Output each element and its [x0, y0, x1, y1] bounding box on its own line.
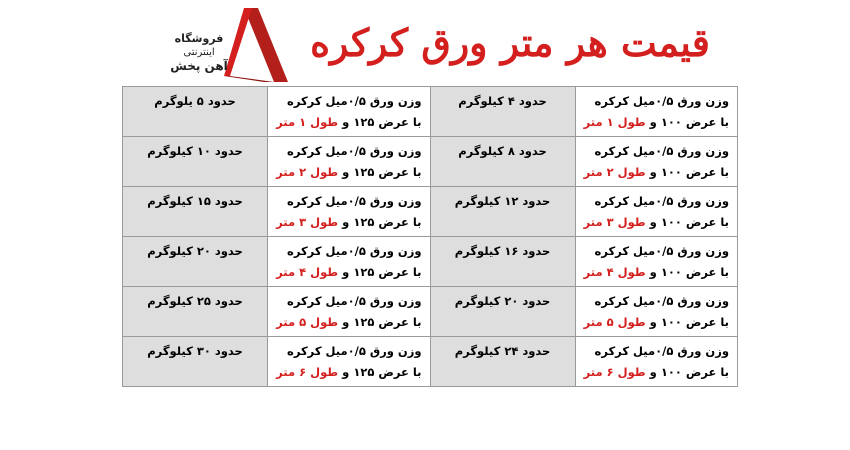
spec-cell [575, 187, 737, 237]
spec-line2 [584, 312, 729, 333]
spec-cell [268, 137, 430, 187]
logo-line2: اینترنتی [183, 47, 215, 58]
spec-line1: وزن ورق ۰/۵میل کرکره [594, 294, 729, 308]
weight-value: حدود ۱۰ کیلوگرم [147, 144, 243, 158]
spec-line2 [276, 362, 421, 383]
spec-line2 [276, 212, 421, 233]
spec-width: با عرض ۱۲۵ و [342, 265, 422, 279]
spec-line1: وزن ورق ۰/۵میل کرکره [287, 344, 422, 358]
table-row [123, 237, 738, 287]
spec-line1: وزن ورق ۰/۵میل کرکره [287, 294, 422, 308]
table-row [123, 87, 738, 137]
weight-cell [430, 337, 575, 387]
weight-value: حدود ۸ کیلوگرم [458, 144, 547, 158]
table-row [123, 137, 738, 187]
spec-line1: وزن ورق ۰/۵میل کرکره [287, 94, 422, 108]
spec-length: طول ۱ متر [276, 115, 339, 129]
spec-line1: وزن ورق ۰/۵میل کرکره [594, 344, 729, 358]
spec-cell [268, 87, 430, 137]
spec-line2 [584, 262, 729, 283]
spec-length: طول ۶ متر [276, 365, 339, 379]
weight-value: حدود ۲۴ کیلوگرم [454, 344, 551, 358]
spec-cell [575, 137, 737, 187]
spec-line1: وزن ورق ۰/۵میل کرکره [594, 194, 729, 208]
weight-cell [123, 237, 268, 287]
weight-cell [430, 287, 575, 337]
spec-width: با عرض ۱۲۵ و [342, 115, 422, 129]
weight-cell [123, 137, 268, 187]
weight-cell [123, 87, 268, 137]
weight-value: حدود ۱۲ کیلوگرم [454, 194, 551, 208]
table-row [123, 287, 738, 337]
spec-length: طول ۴ متر [583, 265, 646, 279]
spec-line2 [584, 162, 729, 183]
spec-length: طول ۲ متر [583, 165, 646, 179]
spec-cell [575, 237, 737, 287]
weight-value: حدود ۳۰ کیلوگرم [147, 344, 243, 358]
weight-value: حدود ۱۵ کیلوگرم [147, 194, 243, 208]
spec-width: با عرض ۱۰۰ و [649, 215, 729, 229]
weight-cell [123, 337, 268, 387]
page-title: قیمت هر متر ورق کرکره [310, 20, 710, 65]
logo-line3: آهن پخش [170, 59, 228, 73]
logo [168, 6, 290, 84]
spec-cell [268, 237, 430, 287]
spec-width: با عرض ۱۲۵ و [342, 365, 422, 379]
table-row [123, 187, 738, 237]
spec-length: طول ۳ متر [583, 215, 646, 229]
spec-line2 [276, 262, 421, 283]
table-row [123, 337, 738, 387]
spec-cell [575, 87, 737, 137]
spec-width: با عرض ۱۰۰ و [649, 265, 729, 279]
price-table [122, 86, 738, 387]
weight-cell [123, 187, 268, 237]
spec-line2 [276, 162, 421, 183]
logo-line1: فروشگاه [174, 32, 224, 45]
weight-cell [123, 287, 268, 337]
spec-line2 [584, 212, 729, 233]
logo-text [168, 32, 230, 74]
spec-cell [268, 337, 430, 387]
spec-width: با عرض ۱۰۰ و [649, 365, 729, 379]
weight-cell [430, 87, 575, 137]
header [0, 0, 850, 88]
weight-value: حدود ۲۰ کیلوگرم [147, 244, 243, 258]
spec-length: طول ۶ متر [583, 365, 646, 379]
logo-mark-icon [224, 6, 290, 84]
spec-line2 [584, 362, 729, 383]
weight-cell [430, 137, 575, 187]
spec-width: با عرض ۱۲۵ و [342, 315, 422, 329]
spec-length: طول ۳ متر [276, 215, 339, 229]
weight-cell [430, 237, 575, 287]
spec-line1: وزن ورق ۰/۵میل کرکره [287, 194, 422, 208]
spec-line1: وزن ورق ۰/۵میل کرکره [287, 244, 422, 258]
weight-value: حدود ۲۰ کیلوگرم [454, 294, 551, 308]
weight-cell [430, 187, 575, 237]
spec-line2 [276, 112, 421, 133]
weight-value: حدود ۱۶ کیلوگرم [454, 244, 551, 258]
spec-length: طول ۲ متر [276, 165, 339, 179]
weight-value: حدود ۵ یلوگرم [154, 94, 236, 108]
spec-cell [268, 187, 430, 237]
spec-cell [575, 337, 737, 387]
spec-width: با عرض ۱۰۰ و [649, 315, 729, 329]
spec-line2 [584, 112, 729, 133]
spec-width: با عرض ۱۲۵ و [342, 165, 422, 179]
spec-length: طول ۱ متر [583, 115, 646, 129]
spec-width: با عرض ۱۲۵ و [342, 215, 422, 229]
spec-line1: وزن ورق ۰/۵میل کرکره [594, 144, 729, 158]
weight-value: حدود ۲۵ کیلوگرم [147, 294, 243, 308]
spec-length: طول ۴ متر [276, 265, 339, 279]
spec-width: با عرض ۱۰۰ و [649, 165, 729, 179]
spec-line2 [276, 312, 421, 333]
spec-line1: وزن ورق ۰/۵میل کرکره [287, 144, 422, 158]
spec-length: طول ۵ متر [276, 315, 339, 329]
weight-value: حدود ۴ کیلوگرم [458, 94, 547, 108]
spec-width: با عرض ۱۰۰ و [649, 115, 729, 129]
spec-cell [575, 287, 737, 337]
table-body [123, 87, 738, 387]
spec-line1: وزن ورق ۰/۵میل کرکره [594, 94, 729, 108]
spec-line1: وزن ورق ۰/۵میل کرکره [594, 244, 729, 258]
spec-cell [268, 287, 430, 337]
spec-length: طول ۵ متر [583, 315, 646, 329]
